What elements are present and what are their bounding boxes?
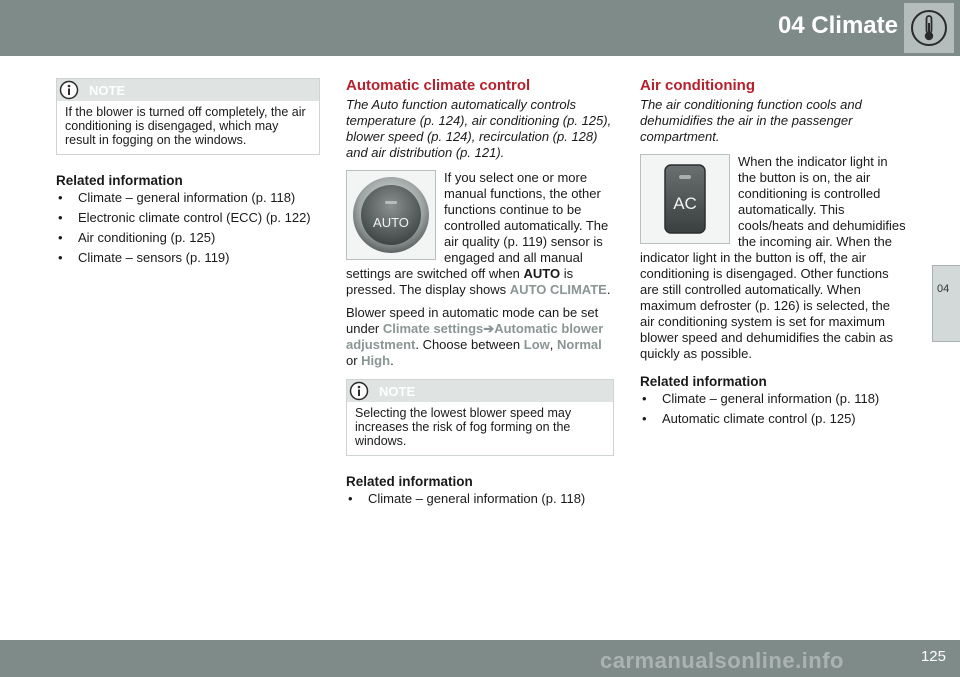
sep: , — [549, 337, 557, 352]
section-lead: The air conditioning function cools and dehumidifies the air in the passenger compartment. — [640, 97, 862, 144]
menu-automatic-blower: Automatic blower adjustment — [346, 321, 604, 352]
related-info-list — [346, 491, 614, 507]
related-link[interactable]: • Climate – general information (p. 118) — [346, 491, 614, 507]
display-text: AUTO CLIMATE — [509, 282, 607, 297]
note-box — [56, 78, 320, 155]
note-header — [57, 79, 319, 101]
info-icon — [59, 80, 79, 100]
ac-image-label: AC — [673, 194, 697, 213]
related-info-list — [56, 190, 320, 266]
note-title: NOTE — [89, 83, 126, 98]
related-link[interactable]: • Climate – general information (p. 118) — [56, 190, 320, 206]
arrow-icon: ➔ — [483, 321, 495, 336]
option-high: High — [361, 353, 391, 368]
note-title: NOTE — [379, 384, 416, 399]
side-tab-label: 04 — [937, 283, 950, 295]
ac-figure-block — [640, 154, 908, 362]
related-link[interactable]: • Automatic climate control (p. 125) — [640, 411, 908, 427]
punct: . — [606, 282, 611, 297]
punct: . — [390, 353, 394, 368]
related-info-heading: Related information — [640, 374, 767, 389]
auto-button-ref: AUTO — [523, 266, 561, 281]
related-info-list — [640, 391, 908, 427]
related-link[interactable]: • Climate – sensors (p. 119) — [56, 250, 320, 266]
blower-text: Blower speed in automatic mode can be set under — [346, 305, 599, 336]
note-header — [347, 380, 613, 402]
ac-description: When the indicator light in the button is on, the air conditioning is controlled automatically. This cools/heats and dehumidifies the incoming air. When the indicator light in the button is off, the air conditioning is disengaged. Other functions are still controlled automatically. When maximum defroster (p. 126) is selected, the air conditioning system is set for maximum blower speed and dehumidifies the cabin as quickly as possible. — [640, 154, 906, 361]
related-link[interactable]: • Climate – general information (p. 118) — [640, 391, 908, 407]
blower-paragraph — [346, 305, 614, 369]
note-text: Selecting the lowest blower speed may increases the risk of fog forming on the windows. — [355, 406, 572, 448]
thermometer-icon — [910, 9, 948, 47]
info-icon — [349, 381, 369, 401]
column-3 — [640, 78, 908, 431]
note-text: If the blower is turned off completely, the air conditioning is disengaged, which may result in fogging on the windows. — [65, 105, 306, 147]
chapter-title: 04 Climate — [777, 12, 898, 39]
related-info-heading: Related information — [346, 474, 473, 489]
auto-button-image — [346, 170, 436, 260]
sep: or — [346, 353, 362, 368]
auto-figure-block — [346, 170, 614, 298]
auto-desc-text-2: is pressed. The display shows — [346, 266, 574, 297]
option-low: Low — [523, 337, 550, 352]
section-title: Air conditioning — [640, 77, 755, 94]
column-1 — [56, 78, 320, 270]
page-header — [0, 0, 960, 56]
chapter-icon-box — [904, 3, 954, 53]
ac-button-image — [640, 154, 730, 244]
auto-image-label: AUTO — [373, 215, 409, 230]
note-box — [346, 379, 614, 456]
page-number: 125 — [920, 648, 946, 665]
column-2 — [346, 78, 614, 511]
related-info-heading: Related information — [56, 173, 183, 188]
section-title: Automatic climate control — [346, 77, 531, 94]
watermark: carmanualsonline.info — [600, 648, 844, 673]
menu-climate-settings: Climate settings — [382, 321, 484, 336]
option-normal: Normal — [556, 337, 602, 352]
auto-desc-text: If you select one or more manual functions, the other functions continue to be controlled automatically. The air quality (p. 119) sensor is engaged and all manual settings are switched off when — [346, 170, 609, 281]
related-link[interactable]: • Electronic climate control (ECC) (p. 122) — [56, 210, 320, 226]
blower-text-2: . Choose between — [415, 337, 524, 352]
chapter-side-tab[interactable] — [932, 265, 960, 342]
section-lead: The Auto function automatically controls temperature (p. 124), air conditioning (p. 125), blower speed (p. 124), recirculation (p. 128) and air distribution (p. 121). — [346, 97, 612, 160]
related-link[interactable]: • Air conditioning (p. 125) — [56, 230, 320, 246]
